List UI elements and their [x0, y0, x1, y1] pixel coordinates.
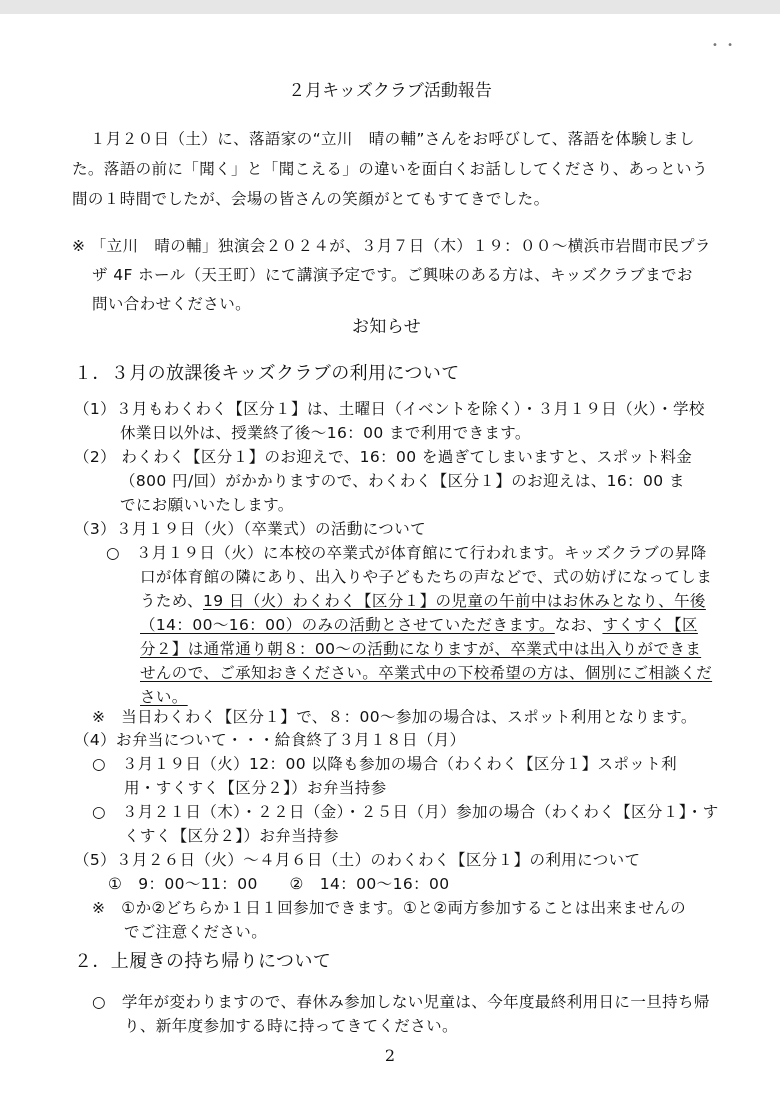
item-1-line: （1）３月もわくわく【区分１】は、土曜日（イベントを除く）・３月１９日（火）・学校	[74, 400, 705, 418]
intro-line: た。落語の前に「聞く」と「聞こえる」の違いを面白くお話ししてくださり、あっという	[72, 160, 708, 178]
intro-line: １月２０日（土）に、落語家の“立川 晴の輔”さんをお呼びして、落語を体験しまし	[90, 130, 695, 148]
scan-dots: • •	[712, 40, 736, 51]
item-1-line: 休業日以外は、授業終了後～16：00 まで利用できます。	[120, 424, 531, 442]
item-4-line: くすく【区分２】）お弁当持参	[124, 827, 339, 845]
item-3-text: うため、	[140, 592, 203, 610]
item-5-note: ※ ①か②どちらか１日１回参加できます。①と②両方参加することは出来ませんの	[92, 899, 687, 917]
section-2-heading: ２．上履きの持ち帰りについて	[74, 951, 332, 972]
section-1-heading: １．３月の放課後キッズクラブの利用について	[74, 363, 460, 384]
item-3-line: 口が体育館の隣にあり、出入りや子どもたちの声などで、式の妨げになってしま	[140, 568, 713, 586]
item-3-line	[140, 589, 706, 613]
intro-line: 間の１時間でしたが、会場の皆さんの笑顔がとてもすてきでした。	[72, 190, 550, 208]
item-5-times: ① 9：00～11：00 ② 14：00～16：00	[108, 875, 450, 893]
section-2-line: り、新年度参加する時に持ってきてください。	[124, 1017, 458, 1035]
item-3-heading: （3）３月１９日（火）（卒業式）の活動について	[74, 520, 427, 538]
item-5-heading: （5）３月２６日（火）～４月６日（土）のわくわく【区分１】の利用について	[74, 851, 641, 869]
item-4-line: ○ ３月２１日（木）・２２日（金）・２５日（月）参加の場合（わくわく【区分１】・す	[92, 803, 719, 821]
underlined-text: すくすく【区	[602, 616, 698, 634]
item-4-heading: （4）お弁当について・・・給食終了３月１８日（月）	[74, 731, 466, 749]
section-2-line: ○ 学年が変わりますので、春休み参加しない児童は、今年度最終利用日に一旦持ち帰	[92, 993, 710, 1011]
item-3-line	[140, 637, 701, 661]
page-title: ２月キッズクラブ活動報告	[288, 81, 492, 101]
note-line: ザ 4F ホール（天王町）にて講演予定です。ご興味のある方は、キッズクラブまでお	[92, 266, 693, 284]
underlined-text: せんので、ご承知おきください。卒業式中の下校希望の方は、個別にご相談くだ	[140, 664, 713, 682]
underlined-text: 分２】は通常通り朝８：00～の活動になりますが、卒業式中は出入りができま	[140, 640, 702, 658]
item-2-line: でにお願いいたします。	[120, 496, 294, 514]
note-line: 問い合わせください。	[92, 295, 252, 313]
item-3-line: ○ ３月１９日（火）に本校の卒業式が体育館にて行われます。キッズクラブの昇降	[106, 544, 707, 562]
underlined-text: 19 日（火）わくわく【区分１】の児童の午前中はお休みとなり、午後	[202, 592, 706, 610]
underlined-text: （14：00～16：00）のみの活動とさせていただきます。	[140, 616, 555, 634]
item-3-note: ※ 当日わくわく【区分１】で、８：00～参加の場合は、スポット利用となります。	[92, 708, 697, 726]
item-3-line	[140, 613, 698, 637]
item-4-line: 用・すくすく【区分２】）お弁当持参	[124, 779, 387, 797]
scan-edge	[0, 0, 780, 14]
note-line: ※ 「立川 晴の輔」独演会２０２４が、３月７日（木）１９：００～横浜市岩間市民プラ	[72, 237, 711, 255]
item-3-text: なお、	[554, 616, 603, 634]
item-4-line: ○ ３月１９日（火）12：00 以降も参加の場合（わくわく【区分１】スポット利	[92, 755, 678, 773]
item-5-note: でご注意ください。	[124, 923, 268, 941]
item-2-line: （2） わくわく【区分１】のお迎えで、16：00 を過ぎてしまいますと、スポット料金	[74, 448, 693, 466]
item-2-line: （800 円/回）がかかりますので、わくわく【区分１】のお迎えは、16：00 ま	[120, 472, 685, 490]
notice-heading: お知らせ	[352, 317, 422, 337]
underlined-text: さい。	[140, 688, 188, 706]
item-3-line	[140, 661, 712, 685]
page-number: 2	[384, 1046, 396, 1065]
